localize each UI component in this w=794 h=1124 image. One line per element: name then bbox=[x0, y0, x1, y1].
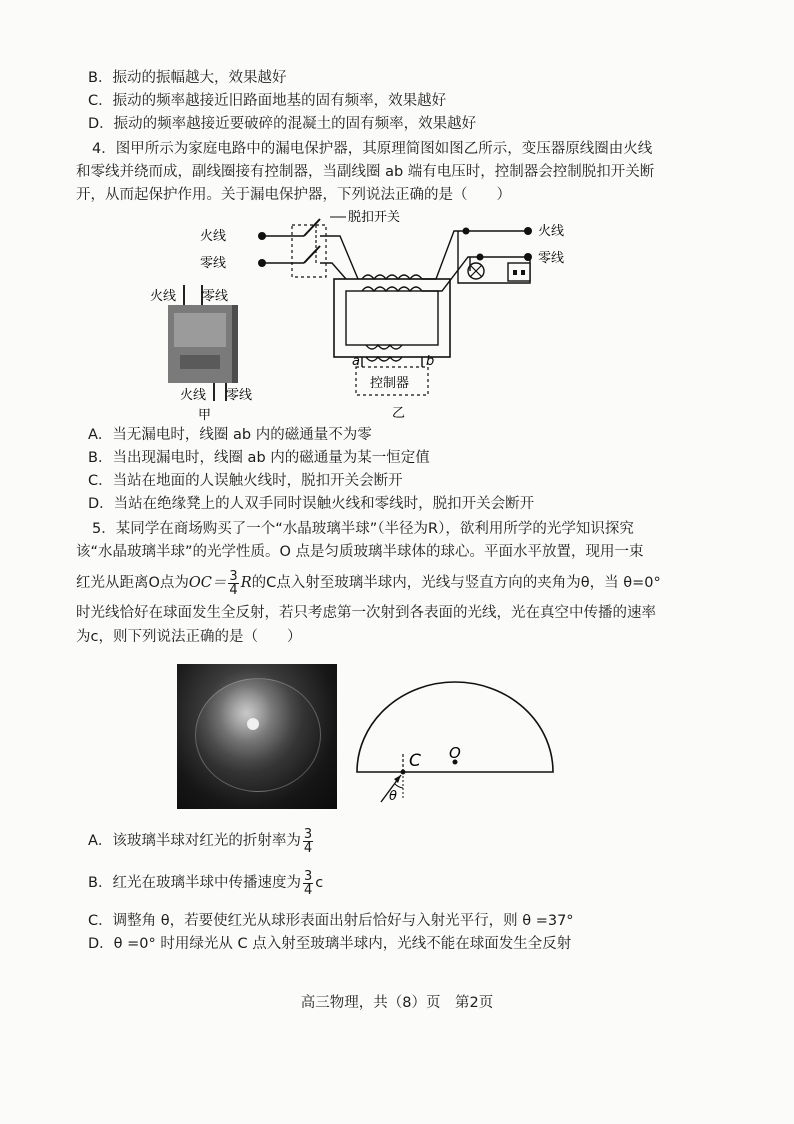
oc-expression: OC＝ bbox=[188, 575, 227, 591]
q4-circuit-figure bbox=[130, 205, 600, 427]
q3-option-c: C．振动的频率越接近旧路面地基的固有频率，效果越好 bbox=[88, 93, 447, 109]
q4-option-a: A．当无漏电时，线圈 ab 内的磁通量不为零 bbox=[88, 427, 372, 443]
q4-stem-line3: 开，从而起保护作用。关于漏电保护器，下列说法正确的是（ ） bbox=[76, 187, 511, 203]
q3-option-d: D．振动的频率越接近要破碎的混凝土的固有频率，效果越好 bbox=[88, 116, 477, 132]
label-theta: θ bbox=[389, 789, 397, 804]
q5-stem-line5: 为c，则下列说法正确的是（ ） bbox=[76, 629, 302, 645]
q4-option-d: D．当站在绝缘凳上的人双手同时误触火线和零线时，脱扣开关会断开 bbox=[88, 496, 535, 512]
q5-hemisphere-diagram bbox=[345, 676, 565, 806]
yi-neutral-label-left: 零线 bbox=[200, 256, 227, 271]
q5-stem-line4: 时光线恰好在球面发生全反射，若只考虑第一次射到各表面的光线，光在真空中传播的速率 bbox=[76, 605, 656, 621]
yi-live-label-right: 火线 bbox=[538, 224, 565, 239]
q4-option-b: B．当出现漏电时，线圈 ab 内的磁通量为某一恒定值 bbox=[88, 450, 430, 466]
terminal-a: a bbox=[352, 354, 360, 369]
fig-jia-label: 甲 bbox=[198, 408, 212, 423]
trip-switch-label: 脱扣开关 bbox=[348, 210, 401, 225]
jia-live-label-bottom: 火线 bbox=[180, 388, 207, 403]
q5-stem-line2: 该“水晶玻璃半球”的光学性质。O 点是匀质玻璃半球体的球心。平面水平放置，现用一束 bbox=[76, 544, 644, 560]
label-c: C bbox=[409, 751, 421, 771]
q5-stem-line3: 红光从距离O点为OC＝ $\frac{3}{4}$ R的C点入射至玻璃半球内，光线与竖直方向的夹角为θ，当 θ=0° bbox=[76, 568, 661, 598]
q5-option-b: B．红光在玻璃半球中传播速度为 $\frac{3}{4}$ c bbox=[88, 868, 324, 898]
q5-stem-line1: 5．某同学在商场购买了一个“水晶玻璃半球”（半径为R），欲利用所学的光学知识探究 bbox=[92, 521, 634, 537]
q5-option-d: D．θ =0° 时用绿光从 C 点入射至玻璃半球内，光线不能在球面发生全反射 bbox=[88, 936, 572, 952]
yi-live-label-left: 火线 bbox=[200, 229, 227, 244]
q4-option-c: C．当站在地面的人误触火线时，脱扣开关会断开 bbox=[88, 473, 403, 489]
yi-neutral-label-right: 零线 bbox=[538, 251, 565, 266]
fraction-three-quarters-b: $\frac{3}{4}$ bbox=[303, 868, 313, 898]
q5-option-c: C．调整角 θ，若要使红光从球形表面出射后恰好与入射光平行，则 θ =37° bbox=[88, 913, 574, 929]
label-o: O bbox=[449, 744, 461, 762]
jia-neutral-label-top: 零线 bbox=[202, 289, 229, 304]
q4-stem-line1: 4．图甲所示为家庭电路中的漏电保护器，其原理简图如图乙所示，变压器原线圈由火线 bbox=[92, 141, 653, 157]
fraction-three-quarters: $\frac{3}{4}$ bbox=[229, 568, 238, 598]
q5-option-a: A．该玻璃半球对红光的折射率为 $\frac{3}{4}$ bbox=[88, 826, 313, 856]
q4-stem-line2: 和零线并绕而成，副线圈接有控制器，当副线圈 ab 端有电压时，控制器会控制脱扣开关断 bbox=[76, 164, 655, 180]
socket-icon bbox=[508, 263, 530, 281]
trip-switch-box bbox=[292, 225, 326, 277]
glass-hemisphere-photo bbox=[177, 664, 337, 809]
page-footer: 高三物理，共（8）页 第2页 bbox=[300, 995, 494, 1011]
q3-option-b: B．振动的振幅越大，效果越好 bbox=[88, 70, 287, 86]
controller-label: 控制器 bbox=[370, 376, 410, 391]
fraction-three-quarters-a: $\frac{3}{4}$ bbox=[303, 826, 313, 856]
fig-yi-label: 乙 bbox=[392, 406, 406, 421]
jia-live-label-top: 火线 bbox=[150, 289, 177, 304]
terminal-b: b bbox=[426, 354, 435, 369]
jia-neutral-label-bottom: 零线 bbox=[226, 388, 253, 403]
